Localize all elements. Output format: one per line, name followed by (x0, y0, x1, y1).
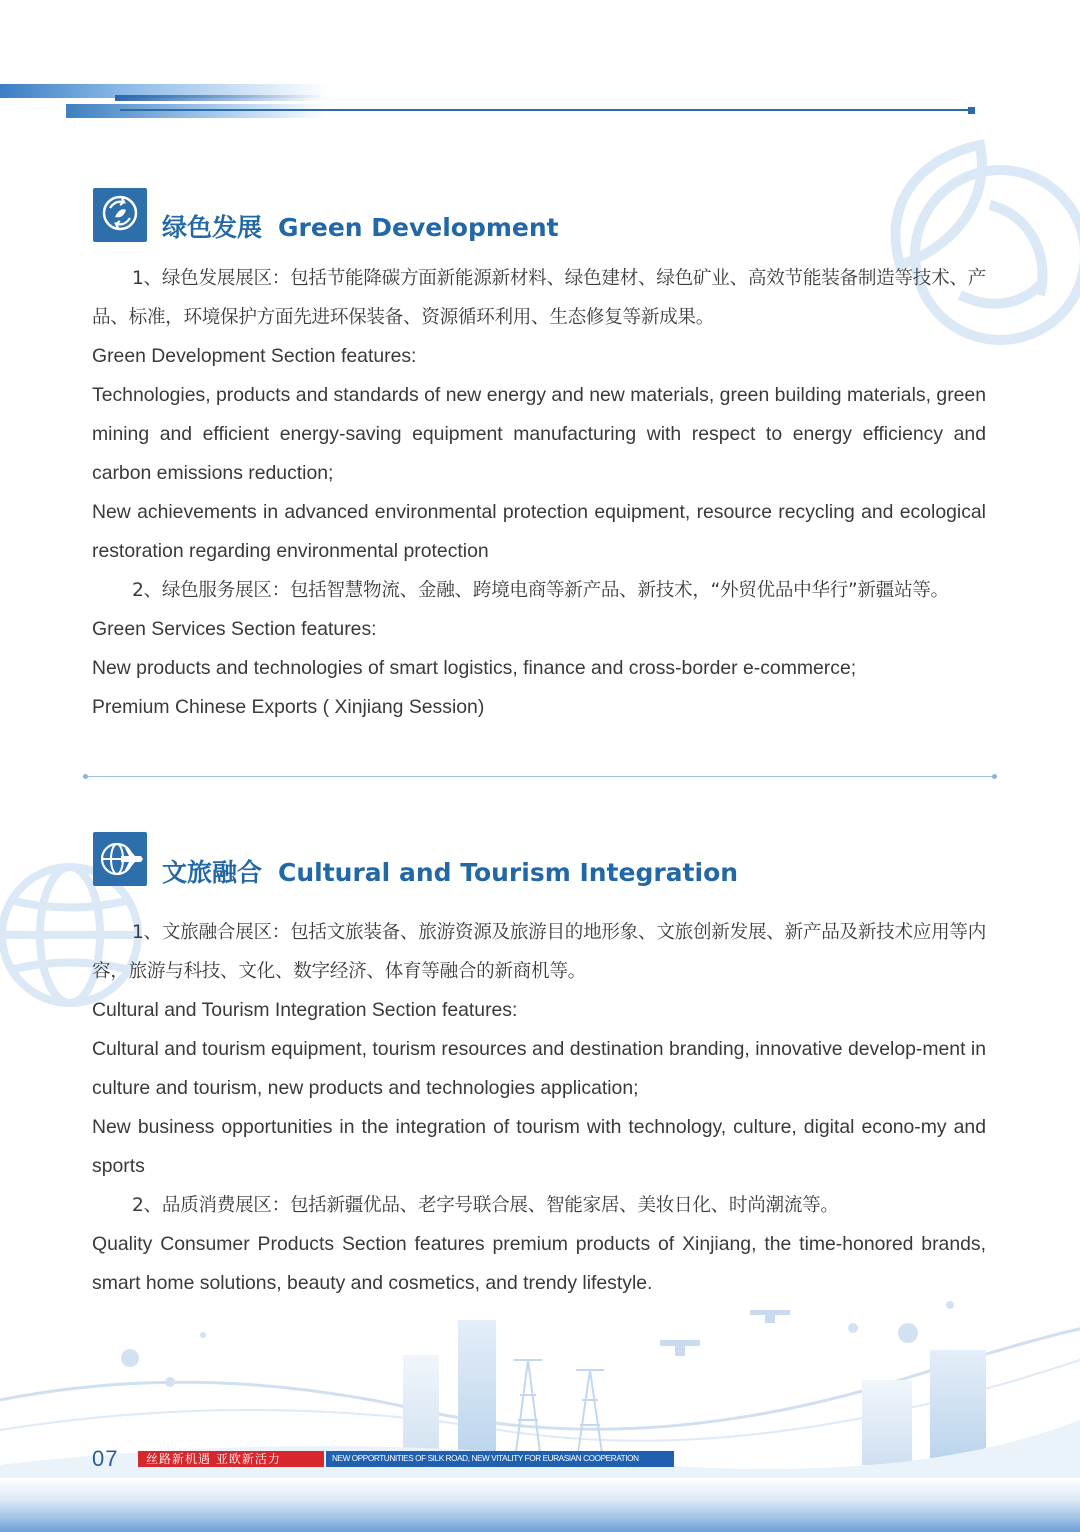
header-decor-bar (66, 104, 326, 118)
section-title-cn: 绿色发展 (162, 213, 263, 242)
header-rule (120, 109, 970, 111)
section-title-cultural-tourism (162, 853, 738, 889)
paragraph: Premium Chinese Exports ( Xinjiang Session) (92, 696, 485, 718)
section-divider-dot (83, 774, 88, 779)
footer-slogan-en (326, 1451, 674, 1467)
section-title-en: Green Development (278, 213, 559, 242)
footer-slogan-cn (138, 1451, 324, 1467)
footer-slogan-cn-text: 丝路新机遇 亚欧新活力 (146, 1452, 281, 1466)
section-title-green-development (162, 208, 559, 244)
cultural-tourism-icon (93, 832, 147, 886)
page-number: 07 (92, 1446, 119, 1471)
paragraph: New business opportunities in the integration of tourism with technology, culture, digital econo-my and sports (92, 1116, 986, 1177)
section-divider (86, 776, 996, 777)
section-title-cn: 文旅融合 (162, 858, 263, 887)
paragraph: Cultural and Tourism Integration Section features: (92, 999, 518, 1021)
footer-gradient-band (0, 1478, 1080, 1532)
header-rule-end (968, 107, 975, 114)
paragraph: Green Development Section features: (92, 345, 417, 367)
paragraph: 1、绿色发展展区：包括节能降碳方面新能源新材料、绿色建材、绿色矿业、高效节能装备制造等技术、产品、标准，环境保护方面先进环保装备、资源循环利用、生态修复等新成果。 (92, 268, 986, 328)
footer-slogan-en-text: NEW OPPORTUNITIES OF SILK ROAD, NEW VITALITY FOR EURASIAN COOPERATION (332, 1454, 639, 1463)
paragraph: New products and technologies of smart logistics, finance and cross-border e-commerce; (92, 657, 857, 679)
green-development-icon (93, 188, 147, 242)
paragraph: New achievements in advanced environmental protection equipment, resource recycling and ecological restoration regarding environmental protection (92, 501, 986, 562)
section-title-en: Cultural and Tourism Integration (278, 858, 739, 887)
paragraph: Quality Consumer Products Section features premium products of Xinjiang, the time-honored brands, smart home solutions, beauty and cosmetics, and trendy lifestyle. (92, 1233, 986, 1294)
section-body-green-development (92, 259, 986, 727)
paragraph: Green Services Section features: (92, 618, 377, 640)
paragraph: Cultural and tourism equipment, tourism resources and destination branding, innovative develop-ment in culture and tourism, new products and technologies application; (92, 1038, 986, 1099)
section-divider-dot (992, 774, 997, 779)
paragraph: 2、绿色服务展区：包括智慧物流、金融、跨境电商等新产品、新技术，“外贸优品中华行”新疆站等。 (132, 580, 949, 601)
paragraph: Technologies, products and standards of new energy and new materials, green building materials, green mining and efficient energy-saving equipment manufacturing with respect to energy efficiency and carbon emissions reduction; (92, 384, 986, 484)
paragraph: 1、文旅融合展区：包括文旅装备、旅游资源及旅游目的地形象、文旅创新发展、新产品及新技术应用等内容，旅游与科技、文化、数字经济、体育等融合的新商机等。 (92, 922, 986, 982)
header-decor-bar (115, 95, 325, 101)
paragraph: 2、品质消费展区：包括新疆优品、老字号联合展、智能家居、美妆日化、时尚潮流等。 (132, 1195, 839, 1216)
section-body-cultural-tourism (92, 913, 986, 1303)
